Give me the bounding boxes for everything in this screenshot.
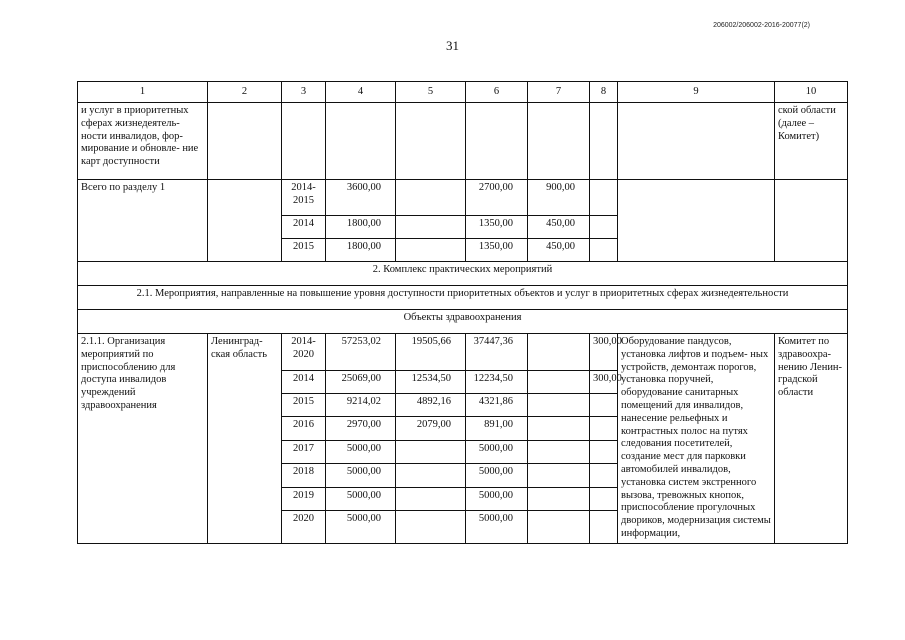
amount-cell: 37447,36 [466, 334, 528, 371]
year-cell: 2014 [282, 370, 326, 393]
amount-cell [396, 440, 466, 463]
amount-cell: 19505,66 [396, 334, 466, 371]
activity-name-cell: 2.1.1. Организация мероприятий по приспособлению для доступа инвалидов учреждений здравоохранения [78, 334, 208, 544]
executor-cell: ской области (далее – Комитет) [775, 103, 848, 180]
amount-cell [528, 334, 590, 371]
table-cell [528, 103, 590, 180]
amount-cell: 25069,00 [326, 370, 396, 393]
year-cell: 2015 [282, 394, 326, 417]
table-cell [282, 103, 326, 180]
column-header: 9 [618, 82, 775, 103]
amount-cell [590, 487, 618, 510]
amount-cell: 3600,00 [326, 180, 396, 216]
amount-cell: 5000,00 [466, 440, 528, 463]
year-cell: 2014- 2015 [282, 180, 326, 216]
amount-cell [528, 440, 590, 463]
table-cell [466, 103, 528, 180]
table-cell [396, 103, 466, 180]
year-cell: 2019 [282, 487, 326, 510]
table-cell [590, 103, 618, 180]
column-header: 2 [208, 82, 282, 103]
table-cell [208, 180, 282, 262]
amount-cell [528, 394, 590, 417]
table-cell [775, 180, 848, 262]
amount-cell [396, 216, 466, 239]
amount-cell: 1800,00 [326, 239, 396, 262]
amount-cell: 9214,02 [326, 394, 396, 417]
amount-cell: 5000,00 [466, 511, 528, 544]
program-table [77, 81, 848, 544]
amount-cell: 450,00 [528, 216, 590, 239]
amount-cell [528, 464, 590, 487]
amount-cell [590, 440, 618, 463]
year-cell: 2014- 2020 [282, 334, 326, 371]
amount-cell [396, 464, 466, 487]
column-header: 4 [326, 82, 396, 103]
column-header: 8 [590, 82, 618, 103]
amount-cell: 57253,02 [326, 334, 396, 371]
column-header: 6 [466, 82, 528, 103]
amount-cell: 891,00 [466, 417, 528, 440]
section-row [78, 286, 848, 310]
amount-cell [528, 511, 590, 544]
section-title: 2. Комплекс практических мероприятий [78, 262, 848, 286]
table-cell [326, 103, 396, 180]
table-row [78, 180, 848, 216]
amount-cell [590, 394, 618, 417]
amount-cell [528, 370, 590, 393]
amount-cell: 450,00 [528, 239, 590, 262]
amount-cell: 2700,00 [466, 180, 528, 216]
year-cell: 2017 [282, 440, 326, 463]
year-cell: 2020 [282, 511, 326, 544]
amount-cell: 300,00 [590, 370, 618, 393]
amount-cell: 4321,86 [466, 394, 528, 417]
amount-cell [590, 511, 618, 544]
amount-cell: 5000,00 [326, 487, 396, 510]
amount-cell [396, 180, 466, 216]
amount-cell: 5000,00 [326, 464, 396, 487]
amount-cell: 5000,00 [326, 440, 396, 463]
page-number: 31 [446, 38, 459, 53]
amount-cell: 4892,16 [396, 394, 466, 417]
description-cell: Оборудование пандусов, установка лифтов и подъем- ных устройств, демонтаж порогов, установка поручней, оборудование санитарных помещений для инвалидов, нанесение рельефных и контрастных полос на путях следования посетителей, создание мест для парковки автомобилей инвалидов, установка систем экстренного вызова, тревожных кнопок, приспособление прогулочных двориков, модернизация системы информации, [618, 334, 775, 544]
section-row [78, 262, 848, 286]
region-cell: Ленинград- ская область [208, 334, 282, 544]
year-cell: 2016 [282, 417, 326, 440]
group-title: Объекты здравоохранения [78, 310, 848, 334]
amount-cell [396, 487, 466, 510]
amount-cell [396, 511, 466, 544]
amount-cell: 1800,00 [326, 216, 396, 239]
amount-cell: 5000,00 [466, 487, 528, 510]
continuation-row [78, 103, 848, 180]
amount-cell: 300,00 [590, 334, 618, 371]
activity-name-cell: и услуг в приоритетных сферах жизнедеятель- ности инвалидов, фор- мирование и обновле- ние карт доступности [78, 103, 208, 180]
section-row [78, 310, 848, 334]
amount-cell: 2970,00 [326, 417, 396, 440]
amount-cell: 5000,00 [466, 464, 528, 487]
amount-cell [528, 417, 590, 440]
year-cell: 2014 [282, 216, 326, 239]
table-cell [590, 180, 618, 216]
column-header: 10 [775, 82, 848, 103]
amount-cell: 12534,50 [396, 370, 466, 393]
document-code: 206002/206002-2016-20077(2) [713, 22, 810, 29]
amount-cell: 1350,00 [466, 216, 528, 239]
amount-cell: 1350,00 [466, 239, 528, 262]
year-cell: 2018 [282, 464, 326, 487]
amount-cell [590, 464, 618, 487]
column-header: 3 [282, 82, 326, 103]
amount-cell: 900,00 [528, 180, 590, 216]
table-cell [590, 239, 618, 262]
subsection-title: 2.1. Мероприятия, направленные на повышение уровня доступности приоритетных объектов и услуг в приоритетных сферах жизнедеятельности [78, 286, 848, 310]
amount-cell: 12234,50 [466, 370, 528, 393]
executor-cell: Комитет по здравоохра- нению Ленин- градской области [775, 334, 848, 544]
column-header: 5 [396, 82, 466, 103]
amount-cell [528, 487, 590, 510]
amount-cell: 5000,00 [326, 511, 396, 544]
table-cell [618, 103, 775, 180]
column-number-row [78, 82, 848, 103]
table-cell [618, 180, 775, 262]
column-header: 7 [528, 82, 590, 103]
table-cell [208, 103, 282, 180]
amount-cell [590, 417, 618, 440]
total-label: Всего по разделу 1 [78, 180, 208, 262]
year-cell: 2015 [282, 239, 326, 262]
amount-cell: 2079,00 [396, 417, 466, 440]
table-row [78, 334, 848, 371]
amount-cell [396, 239, 466, 262]
table-cell [590, 216, 618, 239]
column-header: 1 [78, 82, 208, 103]
